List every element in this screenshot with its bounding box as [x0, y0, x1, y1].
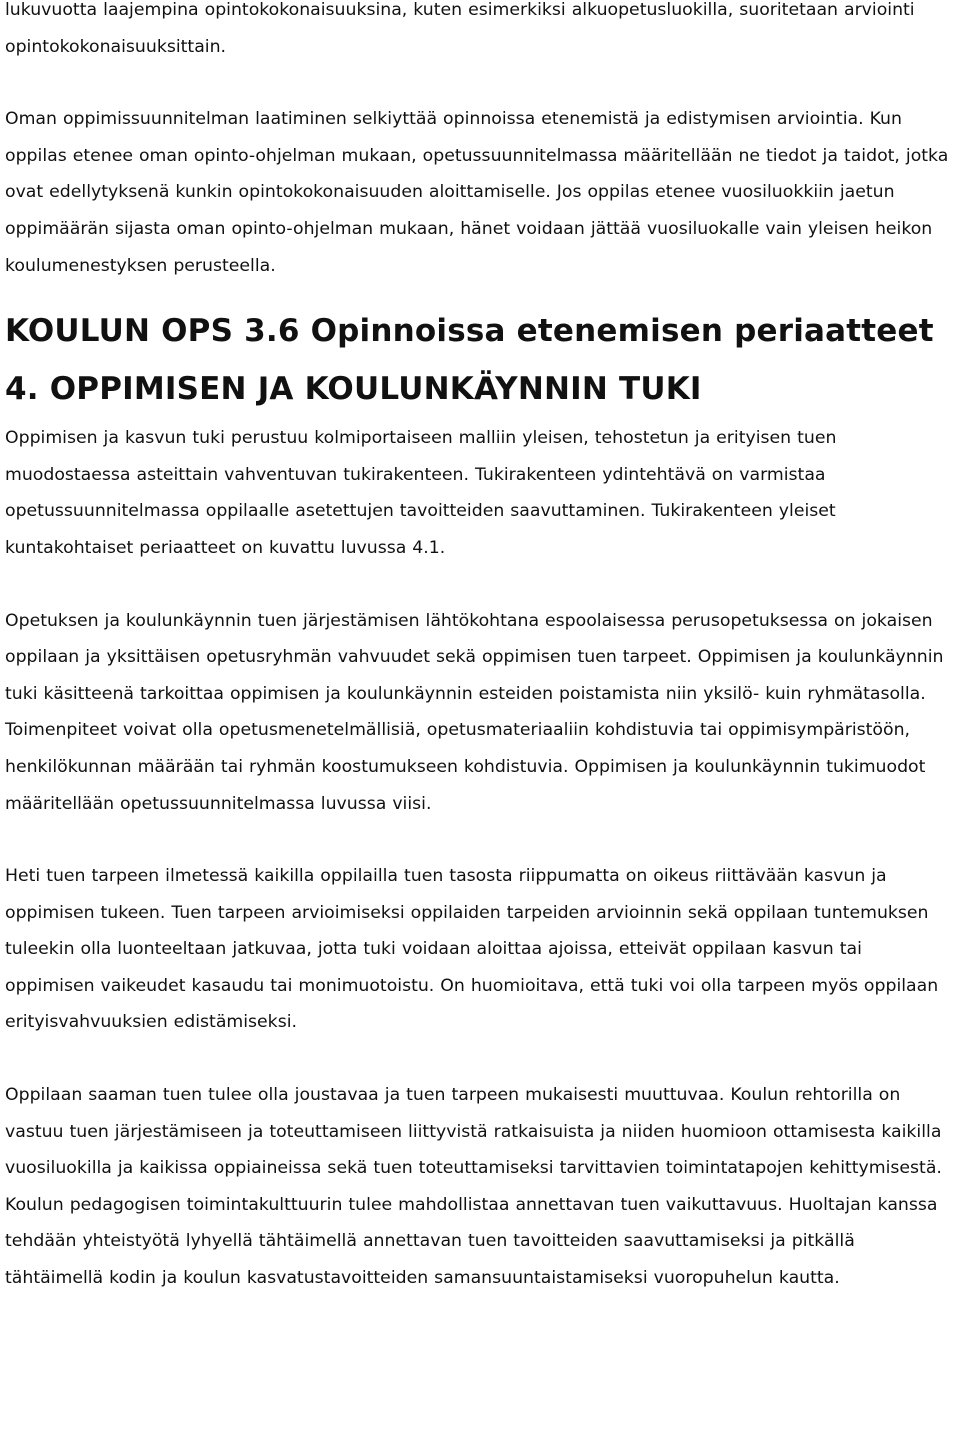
paragraph-course-assessment: lukuvuotta laajempina opintokokonaisuuksina, kuten esimerkiksi alkuopetusluokilla, suoritetaan arviointi opintokokonaisuuksittain. [5, 0, 915, 57]
paragraph-support-basis: Opetuksen ja koulunkäynnin tuen järjestämisen lähtökohtana espoolaisessa perusopetuksessa on jokaisen oppilaan ja yksittäisen opetusryhmän vahvuudet sekä oppimisen tuen tarpeet. Oppimisen ja koulunkäynnin tuki käsitteenä tarkoittaa oppimisen ja koulunkäynnin esteiden poistamista niin yksilö- kuin ryhmätasolla. Toimenpiteet voivat olla opetusmenetelmällisiä, opetusmateriaaliin kohdistuvia tai oppimisympäristöön, henkilökunnan määrään tai ryhmän koostumukseen kohdistuvia. Oppimisen ja koulunkäynnin tukimuodot määritellään opetussuunnitelmassa luvussa viisi. [5, 610, 944, 814]
paragraph-right-to-support: Heti tuen tarpeen ilmetessä kaikilla oppilailla tuen tasosta riippumatta on oikeus riittävään kasvun ja oppimisen tukeen. Tuen tarpeen arvioimiseksi oppilaiden tarpeiden arvioinnin sekä oppilaan tuntemuksen tuleekin olla luonteeltaan jatkuvaa, jotta tuki voidaan aloittaa ajoissa, etteivät oppilaan kasvun tai oppimisen vaikeudet kasaudu tai monimuotoistu. On huomioitava, että tuki voi olla tarpeen myös oppilaan erityisvahvuuksien edistämiseksi. [5, 866, 939, 1033]
heading-school-ops: KOULUN OPS 3.6 Opinnoissa etenemisen periaatteet [5, 313, 934, 350]
heading-section-4: 4. OPPIMISEN JA KOULUNKÄYNNIN TUKI [5, 371, 702, 408]
paragraph-three-tier-support: Oppimisen ja kasvun tuki perustuu kolmiportaiseen malliin yleisen, tehostetun ja erityisen tuen muodostaessa asteittain vahventuvan tukirakenteen. Tukirakenteen ydintehtävä on varmistaa opetussuunnitelmassa oppilaalle asetettujen tavoitteiden saavuttaminen. Tukirakenteen yleiset kuntakohtaiset periaatteet on kuvattu luvussa 4.1. [5, 428, 837, 558]
paragraph-flexible-support: Oppilaan saaman tuen tulee olla joustavaa ja tuen tarpeen mukaisesti muuttuvaa. Koulun rehtorilla on vastuu tuen järjestämiseen ja toteuttamiseen liittyvistä ratkaisuista ja niiden huomioon ottamisesta kaikilla vuosiluokilla ja kaikissa oppiaineissa sekä tuen toteuttamiseksi tarvittavien toimintatapojen kehittymisestä. Koulun pedagogisen toimintakulttuurin tulee mahdollistaa annettavan tuen vaikuttavuus. Huoltajan kanssa tehdään yhteistyötä lyhyellä tähtäimellä annettavan tuen tavoitteiden saavuttamiseksi ja pitkällä tähtäimellä kodin ja koulun kasvatustavoitteiden samansuuntaistamiseksi vuoropuhelun kautta. [5, 1085, 942, 1289]
paragraph-own-study-plan: Oman oppimissuunnitelman laatiminen selkiyttää opinnoissa etenemistä ja edistymisen arviointia. Kun oppilas etenee oman opinto-ohjelman mukaan, opetussuunnitelmassa määritellään ne tiedot ja taidot, jotka ovat edellytyksenä kunkin opintokokonaisuuden aloittamiselle. Jos oppilas etenee vuosiluokkiin jaetun oppimäärän sijasta oman opinto-ohjelman mukaan, hänet voidaan jättää vuosiluokalle vain yleisen heikon koulumenestyksen perusteella. [5, 109, 949, 276]
